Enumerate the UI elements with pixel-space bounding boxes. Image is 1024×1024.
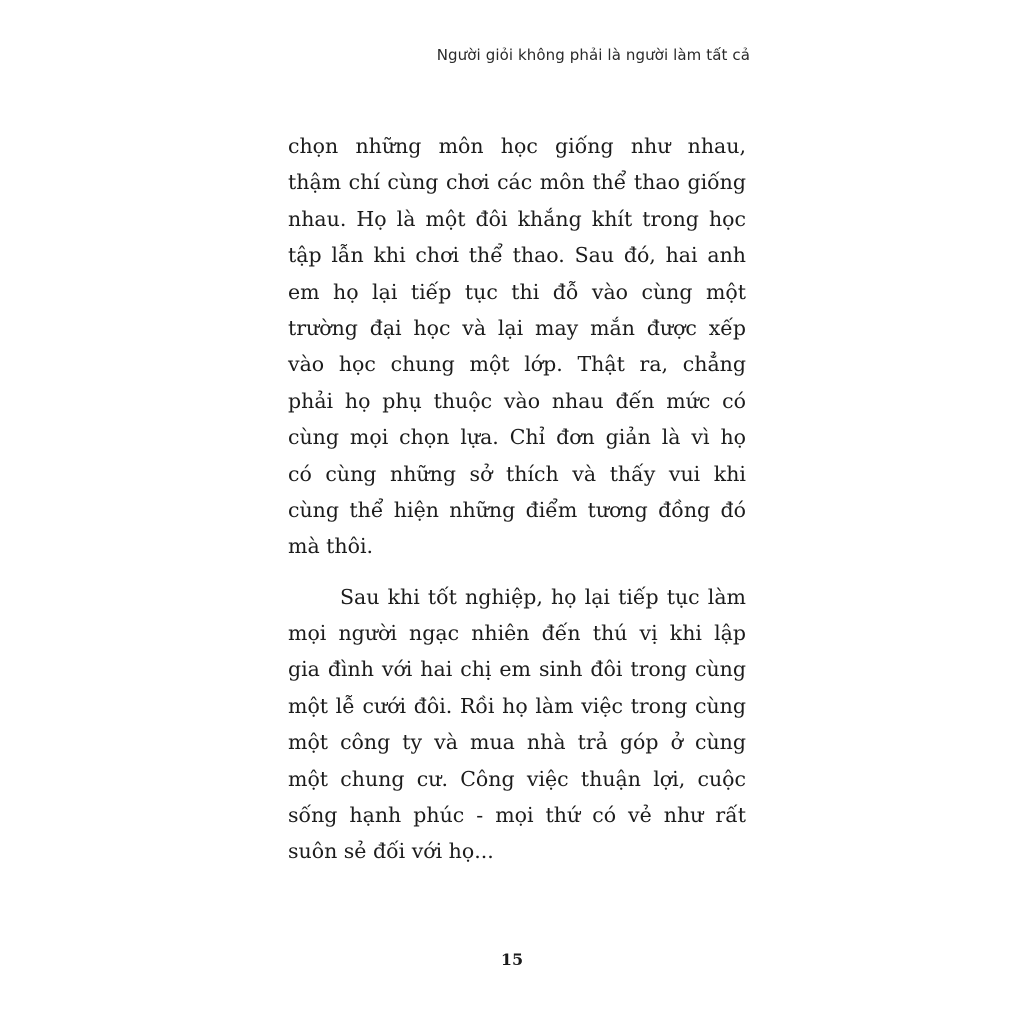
text-line: phải họ phụ thuộc vào nhau đến mức có bbox=[288, 388, 746, 413]
text-line: nhau. Họ là một đôi khắng khít trong học bbox=[288, 206, 746, 231]
paragraph-spacer bbox=[288, 565, 746, 579]
text-line: vào học chung một lớp. Thật ra, chẳng bbox=[288, 352, 746, 377]
running-header-title: Người giỏi không phải là người làm tất cả bbox=[436, 46, 750, 64]
page-number: 15 bbox=[500, 950, 524, 969]
paragraph-2 bbox=[288, 579, 746, 870]
text-line: tập lẫn khi chơi thể thao. Sau đó, hai anh bbox=[288, 243, 746, 268]
text-line: thậm chí cùng chơi các môn thể thao giống bbox=[288, 170, 746, 195]
text-line: sống hạnh phúc - mọi thứ có vẻ như rất bbox=[288, 803, 746, 828]
text-line: một công ty và mua nhà trả góp ở cùng bbox=[288, 730, 746, 755]
text-line: mà thôi. bbox=[288, 534, 374, 559]
text-line: một lễ cưới đôi. Rồi họ làm việc trong cùng bbox=[288, 693, 746, 718]
text-line: chọn những môn học giống như nhau, bbox=[288, 134, 746, 158]
text-line: một chung cư. Công việc thuận lợi, cuộc bbox=[288, 766, 746, 791]
text-line: có cùng những sở thích và thấy vui khi bbox=[288, 461, 746, 486]
text-line: Sau khi tốt nghiệp, họ lại tiếp tục làm bbox=[340, 584, 746, 609]
text-line: trường đại học và lại may mắn được xếp bbox=[288, 315, 746, 340]
text-line: cùng mọi chọn lựa. Chỉ đơn giản là vì họ bbox=[288, 425, 746, 450]
text-line: gia đình với hai chị em sinh đôi trong cùng bbox=[288, 657, 746, 682]
paragraph-1 bbox=[288, 128, 746, 565]
text-line: mọi người ngạc nhiên đến thú vị khi lập bbox=[288, 621, 746, 646]
text-line: em họ lại tiếp tục thi đỗ vào cùng một bbox=[288, 279, 746, 304]
text-line: suôn sẻ đối với họ... bbox=[288, 839, 494, 864]
text-line: cùng thể hiện những điểm tương đồng đó bbox=[288, 497, 746, 522]
body-text bbox=[288, 128, 746, 870]
